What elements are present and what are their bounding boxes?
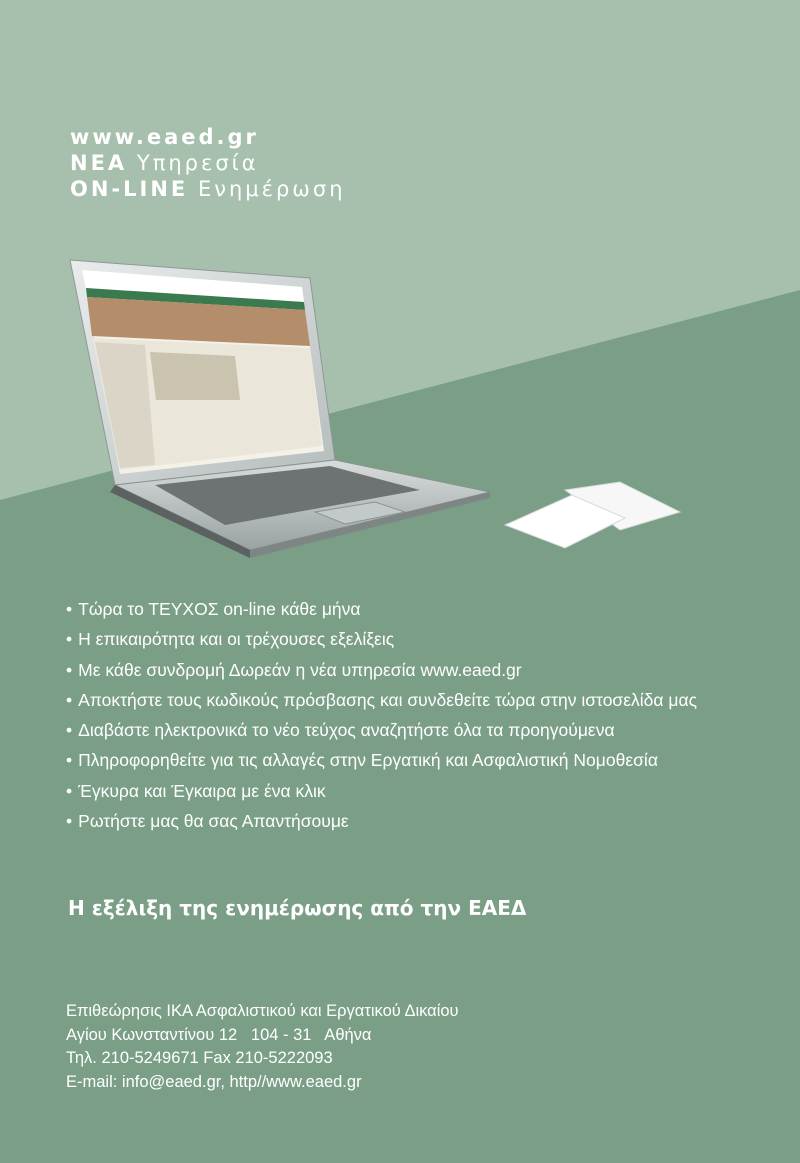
- feature-list: [66, 594, 697, 836]
- laptop-illustration: [60, 250, 700, 570]
- list-item-text: Αποκτήστε τους κωδικούς πρόσβασης και συνδεθείτε τώρα στην ιστοσελίδα μας: [78, 689, 698, 710]
- contact-email: E-mail: info@eaed.gr, http//www.eaed.gr: [66, 1072, 362, 1091]
- bullet-icon: •: [66, 689, 73, 710]
- bullet-icon: •: [66, 659, 73, 680]
- list-item: [66, 715, 697, 745]
- header-line-2: [70, 150, 346, 176]
- header-update-label: Ενημέρωση: [197, 177, 346, 201]
- list-item-text: Ρωτήστε μας θα σας Απαντήσουμε: [78, 811, 349, 832]
- bullet-icon: •: [66, 750, 73, 771]
- header-block: [70, 124, 346, 202]
- list-item-text: Έγκυρα και Έγκαιρα με ένα κλικ: [78, 780, 326, 801]
- bullet-icon: •: [66, 599, 73, 619]
- list-item: [66, 745, 697, 775]
- bullet-icon: •: [66, 629, 73, 650]
- bullet-icon: •: [66, 811, 73, 832]
- contact-block: [66, 1000, 459, 1094]
- contact-address: Αγίου Κωνσταντίνου 12 104 - 31 Αθήνα: [66, 1025, 372, 1044]
- contact-phone: Τηλ. 210-5249671 Fax 210-5222093: [66, 1049, 333, 1067]
- list-item-text: Με κάθε συνδρομή Δωρεάν η νέα υπηρεσία www.eaed.gr: [78, 659, 522, 680]
- list-item: [66, 685, 697, 715]
- contact-organization: Επιθεώρησις ΙΚΑ Ασφαλιστικού και Εργατικού Δικαίου: [66, 1002, 459, 1020]
- header-new-label: ΝΕΑ: [70, 151, 128, 175]
- site-panel: [150, 352, 240, 400]
- list-item-text: Τώρα το ΤΕΥΧΟΣ on-line κάθε μήνα: [78, 599, 361, 619]
- list-item: [66, 594, 697, 624]
- list-item: [66, 655, 697, 685]
- bullet-icon: •: [66, 720, 73, 741]
- bullet-icon: •: [66, 780, 73, 801]
- header-url: www.eaed.gr: [70, 125, 259, 149]
- header-line-3: [70, 176, 346, 202]
- tagline: Η εξέλιξη της ενημέρωσης από την ΕΑΕΔ: [68, 896, 527, 920]
- header-online-label: ON-LINE: [70, 177, 189, 201]
- list-item: [66, 624, 697, 654]
- list-item-text: Η επικαιρότητα και οι τρέχουσες εξελίξεις: [78, 629, 395, 650]
- list-item-text: Διαβάστε ηλεκτρονικά το νέο τεύχος αναζητήστε όλα τα προηγούμενα: [78, 720, 615, 741]
- header-service-label: Υπηρεσία: [136, 151, 259, 175]
- list-item: [66, 776, 697, 806]
- list-item: [66, 806, 697, 836]
- list-item-text: Πληροφορηθείτε για τις αλλαγές στην Εργατική και Ασφαλιστική Νομοθεσία: [78, 750, 658, 771]
